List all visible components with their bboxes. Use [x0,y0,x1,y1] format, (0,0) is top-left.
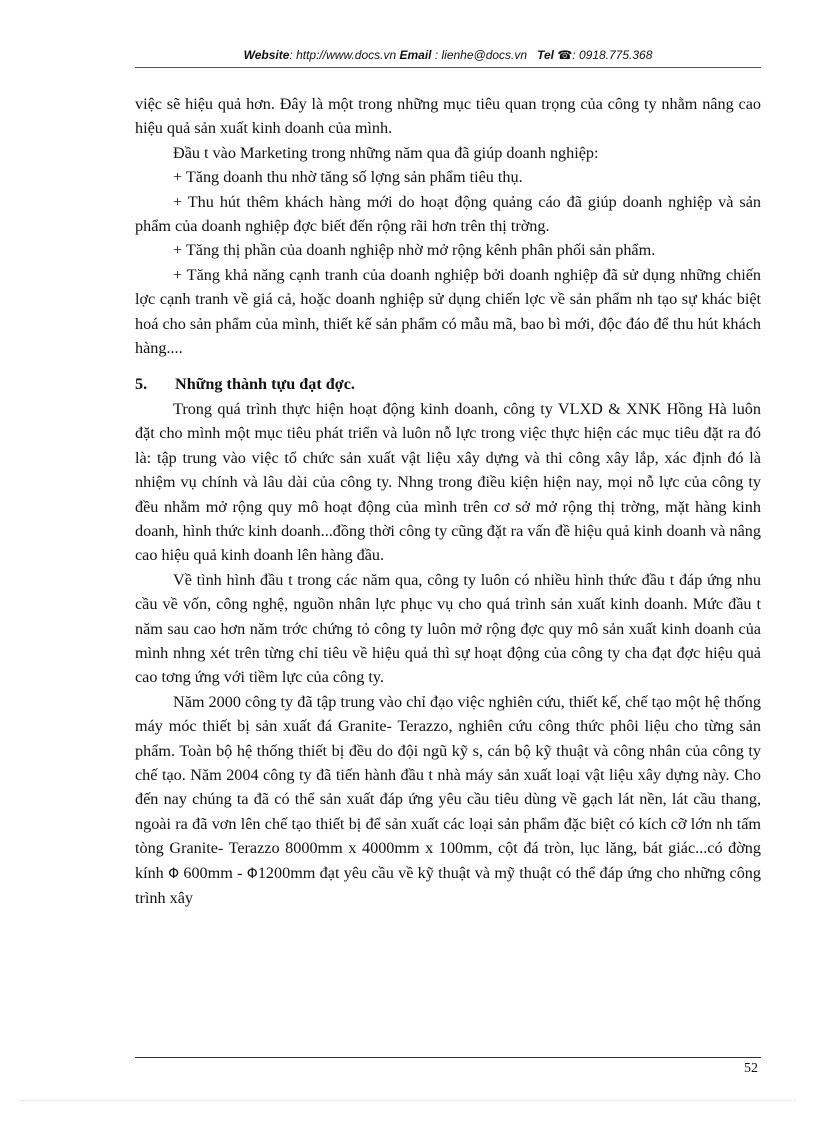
paragraph: + Thu hút thêm khách hàng mới do hoạt động quảng cáo đã giúp doanh nghiệp và sản phẩm của doanh nghiệp đợc biết đến rộng rãi hơn trên thị trờng. [135,192,761,236]
paragraph: + Tăng khả năng cạnh tranh của doanh nghiệp bởi doanh nghiệp đã sử dụng những chiến lợc cạnh tranh về giá cả, hoặc doanh nghiệp sử dụng chiến lợc về sản phẩm nh tạo sự khác biệt hoá cho sản phẩm của mình, thiết kế sản phẩm có mẫu mã, bao bì mới, độc đáo để thu hút khách hàng.... [135,265,761,358]
email-label: Email [399,48,432,62]
paragraph-text: Năm 2000 công ty đã tập trung vào chỉ đạo việc nghiên cứu, thiết kế, chế tạo một hệ thống máy móc thiết bị sản xuất đá Granite- Terazzo, nghiên cứu công thức phôi liệu cho từng sản phẩm. Toàn bộ hệ thống thiết bị đều do đội ngũ kỹ s, cán bộ kỹ thuật và công nhân của công ty chế tạo. Năm 2004 công ty đã tiến hành đầu t nhà máy sản xuất loại vật liệu xây dựng này. Cho đến nay chúng ta đã có thể sản xuất đáp ứng yêu cầu tiêu dùng về gạch lát nền, lát cầu thang, ngoài ra đã vơn lên chế tạo thiết bị để sản xuất các loại sản phẩm đặc biệt có kích cỡ lớn nh tấm tòng Granite- Terazzo 8000mm x 4000mm x 100mm, cột đá tròn, lục lăng, bát giác...có đờng kính [135,692,761,882]
paragraph-text: 600mm - [179,863,247,882]
section-heading [135,372,761,396]
diameter-symbol: Φ [246,865,258,882]
footer-divider [135,1057,761,1058]
header-divider [135,67,761,68]
section-title: Những thành tựu đạt đợc. [175,375,355,394]
paragraph [135,690,761,911]
page-header [135,48,761,62]
paragraph: + Tăng doanh thu nhờ tăng số lợng sản phẩm tiêu thụ. [173,168,523,187]
section-number: 5. [135,375,148,394]
paragraph-text: 1200mm đạt yêu cầu về kỹ thuật và mỹ thuật có thể đáp ứng cho những công trình xây [135,863,761,907]
tel-value: : 0918.775.368 [572,48,653,62]
email-value: : lienhe@docs.vn [431,48,528,62]
paragraph: Về tình hình đầu t trong các năm qua, công ty luôn có nhiều hình thức đầu t đáp ứng nhu cầu về vốn, công nghệ, nguồn nhân lực phục vụ cho quá trình sản xuất kinh doanh. Mức đầu t năm sau cao hơn năm trớc chứng tỏ công ty luôn mở rộng đợc quy mô sản xuất kinh doanh của mình nhng xét trên từng chỉ tiêu về hiệu quả thì sự hoạt động của công ty cha đạt đợc hiệu quả cao tơng ứng với tiềm lực của công ty. [135,570,761,687]
website-label: Website [243,48,290,62]
bottom-dotted-line [20,1100,796,1101]
paragraph: việc sẽ hiệu quả hơn. Đây là một trong những mục tiêu quan trọng của công ty nhằm nâng cao hiệu quả sản xuất kinh doanh của mình. [135,95,761,138]
tel-label: Tel [537,48,554,62]
diameter-symbol: Φ [168,865,180,882]
paragraph: Đầu t vào Marketing trong những năm qua đã giúp doanh nghiệp: [173,143,599,162]
paragraph: Trong quá trình thực hiện hoạt động kinh doanh, công ty VLXD & XNK Hồng Hà luôn đặt cho mình một mục tiêu phát triển và luôn nỗ lực trong việc thực hiện các mục tiêu đặt ra đó là: tập trung vào việc tổ chức sản xuất vật liệu xây dựng và thi công xây lắp, xác định đó là nhiệm vụ chính và lâu dài của công ty. Nhng trong điều kiện hiện nay, mọi nỗ lực của công ty đều nhằm mở rộng quy mô hoạt động của mình trên cơ sở mở rộng thị trờng, mặt hàng kinh doanh, hình thức kinh doanh...đồng thời công ty cũng đặt ra vấn đề hiệu quả kinh doanh và nâng cao hiệu quả kinh doanh lên hàng đầu. [135,399,761,565]
website-value: : http://www.docs.vn [289,48,397,62]
document-body [135,92,761,910]
paragraph: + Tăng thị phần của doanh nghiệp nhờ mở rộng kênh phân phối sản phẩm. [173,241,656,260]
page-number: 52 [744,1061,758,1076]
phone-icon: ☎ [557,48,573,62]
